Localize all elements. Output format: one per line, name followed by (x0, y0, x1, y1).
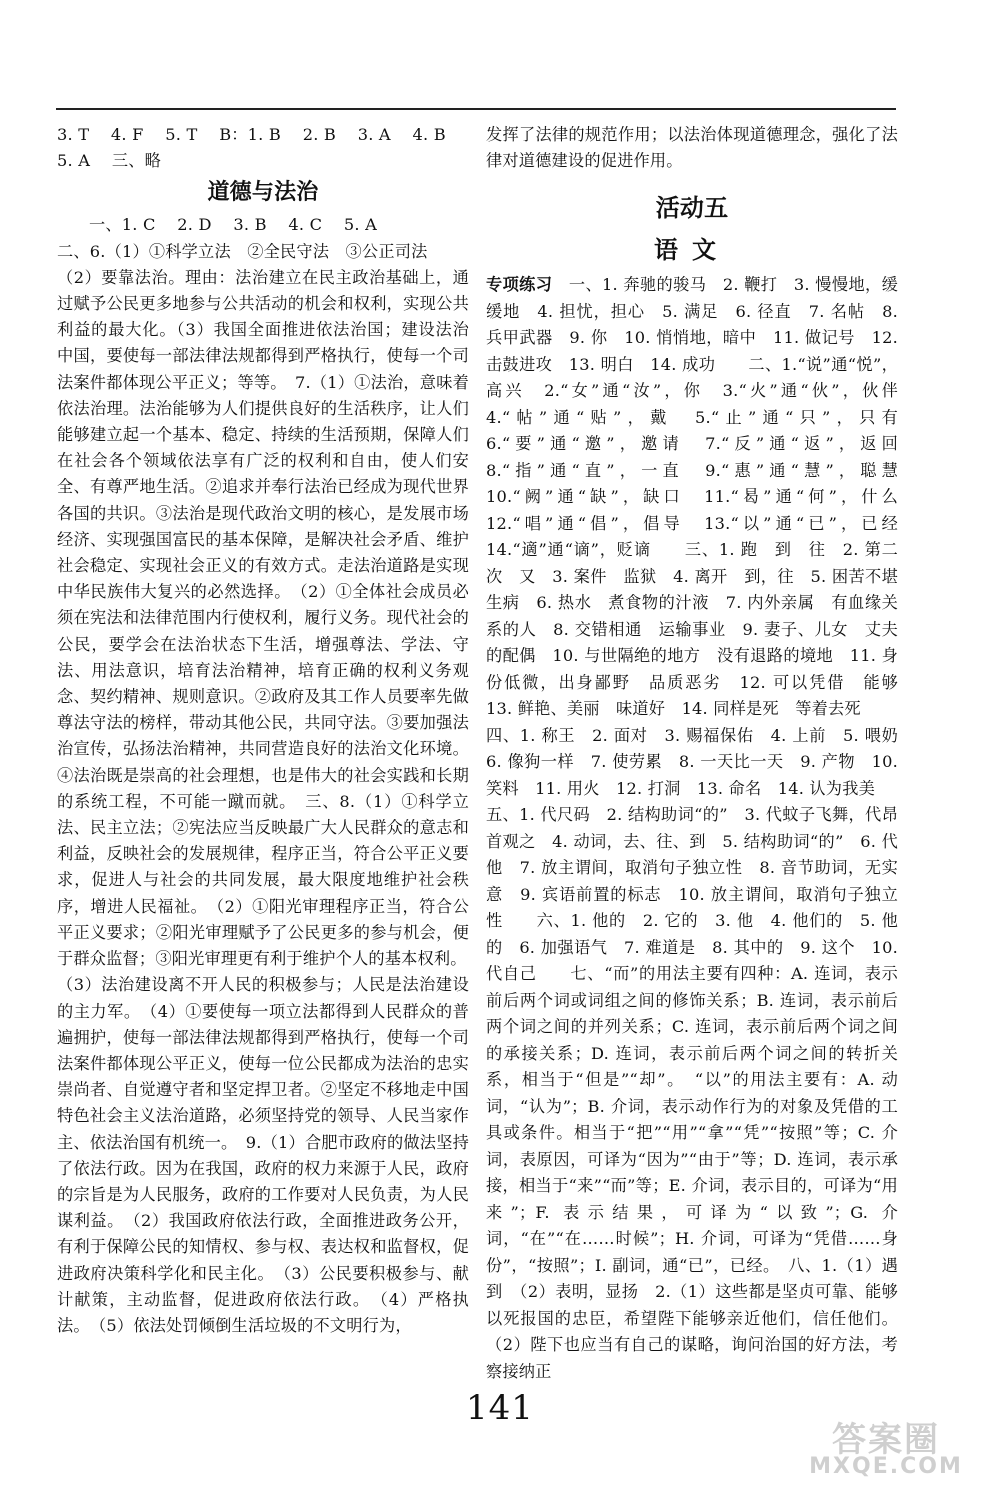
answer-block-2: 二、6.（1）①科学立法 ②全民守法 ③公正司法 (57, 241, 428, 261)
answer-block-4: （3）法治建设离不开人民的积极参与；人民是法治建设的主力军。 （4）①要使每一项立法都得到人民群众的普遍拥护，使每一部法律法规都得到严格执行，使每一个司法案件都体现公平正义，使每一位公民都成为法治的忠实崇尚者、自觉遵守者和坚定捍卫者。②坚定不移地走中国特色社会主义法治道路，必须坚持党的领导、人民当家作主、依法治国有机统一。 9.（1）合肥市政府的做法坚持了依法行政。因为在我国，政府的权力来源于人民，政府的宗旨是为人民服务，政府的工作要对人民负责，为人民谋利益。 （2）我国政府依法行政，全面推进政务公开，有利于保障公民的知情权、参与权、表达权和监督权，促进政府决策科学化和民主化。 （3）公民要积极参与、献计献策，主动监督，促进政府依法行政。 （4）严格执法。 （5）依法处罚倾倒生活垃圾的不文明行为， (57, 975, 469, 1335)
answer-block-1: 一、1. C 2. D 3. B 4. C 5. A (89, 215, 377, 235)
activity-title: 活动五 (655, 193, 729, 223)
left-column (57, 122, 469, 1339)
watermark-logo (796, 1412, 976, 1484)
header-rule (56, 108, 896, 110)
chinese-answers-1-text: 一、1. 奔驰的骏马 2. 鞭打 3. 慢慢地，缓缓地 4. 担忧，担心 5. 满足 6. 径直 7. 名帖 8. 兵甲武器 9. 你 10. 悄悄地，暗中 11. 做记号 12. 击鼓进攻 13. 明白 14. 成功 二、1.“说”通“悦”，高兴 2.“女”通“汝”，你 3.“火”通“伙”，伙伴 4.“帖”通“贴”，戴 5.“止”通“只”，只有 6.“要”通“邀”，邀请 7.“反”通“返”，返回 8.“指”通“直”，一直 9.“惠”通“慧”，聪慧 10.“阙”通“缺”，缺口 11.“曷”通“何”，什么 12.“唱”通“倡”，倡导 13.“以”通“已”，已经 14.“適”通“谪”，贬谪 三、1. 跑 到 往 2. 第二次 又 3. 案件 监狱 4. 离开 到，往 5. 困苦不堪 生病 6. 热水 煮食物的汁液 7. 内外亲属 有血缘关系的人 8. 交错相通 运输事业 9. 妻子、儿女 丈夫的配偶 10. 与世隔绝的地方 没有退路的境地 11. 身份低微，出身鄙野 品质恶劣 12. 可以凭借 能够 13. 鲜艳、美丽 味道好 14. 同样是死 等着去死 (486, 275, 915, 719)
section-title-moral-law: 道德与法治 (207, 179, 319, 206)
intro-line-2: 5. A 三、略 (57, 151, 161, 171)
chinese-answers-2: 四、1. 称王 2. 面对 3. 赐福保佑 4. 上前 5. 喂奶 6. 像狗一样 7. 使劳累 8. 一天比一天 9. 产物 10. 笑料 11. 用火 12. 打洞 13. 命名 14. 认为我美 (486, 725, 915, 798)
chinese-answers-3: 五、1. 代尺码 2. 结构助词“的” 3. 代蚊子飞舞，代昂首观之 4. 动词，去、往、到 5. 结构助词“的” 6. 代他 7. 放主谓间，取消句子独立性 8. 音节助词，无实意 9. 宾语前置的标志 10. 放主谓间，取消句子独立性 六、1. 他的 2. 它的 3. 他 4. 他们的 5. 他的 6. 加强语气 7. 难道是 8. 其中的 9. 这个 10. 代自己 七、“而”的用法主要有四种：A. 连词，表示前后两个词或词组之间的修饰关系；B. 连词，表示前后两个词之间的并列关系；C. 连词，表示前后两个词之间的承接关系；D. 连词，表示前后两个词之间的转折关系，相当于“但是”“却”。 “以”的用法主要有：A. 动词，“认为”；B. 介词，表示动作行为的对象及凭借的工具或条件。相当于“把”“用”“拿”“凭”“按照”等；C. 介词，表原因，可译为“因为”“由于”等；D. 连词，表示承接，相当于“来”“而”等；E. 介词，表示目的，可译为“用来”；F. 表示结果，可译为“以致”；G. 介词，“在”“在……时候”；H. 介词，可译为“凭借……身份”，“按照”；I. 副词，通“已”，已经。 八、1.（1）遇到 （2）表明，显扬 2.（1）这些都是坚贞可靠、能够以死报国的忠臣，希望陛下能够亲近他们，信任他们。（2）陛下也应当有自己的谋略，询问治国的好方法，考察接纳正 (486, 805, 898, 1381)
watermark-bottom-text: MXQE.COM (809, 1454, 963, 1479)
answer-block-3: （2）要靠法治。理由：法治建立在民主政治基础上，通过赋予公民更多地参与公共活动的机会和权利，实现公共利益的最大化。（3）我国全面推进依法治国；建设法治中国，要使每一部法律法规都得到严格执行，使每一个司法案件都体现公平正义；等等。 7.（1）①法治，意味着依法治理。法治能够为人们提供良好的生活秩序，让人们能够建立起一个基本、稳定、持续的生活预期，保障人们在社会各个领域依法享有广泛的权利和自由，使人们安全、有尊严地生活。②追求并奉行法治已经成为现代世界各国的共识。③法治是现代政治文明的核心，是发展市场经济、实现强国富民的基本保障，是解决社会矛盾、维护社会稳定、实现社会正义的有效方式。走法治道路是实现中华民族伟大复兴的必然选择。 （2）①全体社会成员必须在宪法和法律范围内行使权利，履行义务。现代社会的公民，要学会在法治状态下生活，增强尊法、学法、守法、用法意识，培育法治精神，培育正确的权利义务观念、契约精神、规则意识。②政府及其工作人员要率先做尊法守法的榜样，带动其他公民，共同守法。③要加强法治宣传，弘扬法治精神，共同营造良好的法治文化环境。④法治既是崇高的社会理想，也是伟大的社会实践和长期的系统工程，不可能一蹴而就。 三、8.（1）①科学立法、民主立法；②宪法应当反映最广大人民群众的意志和利益，反映社会的发展规律，程序正当，符合公平正义要求，促进人与社会的共同发展，最大限度地维护社会秩序，增进人民福祉。 （2）①阳光审理程序正当，符合公平正义要求；②阳光审理赋予了公民更多的参与机会，便于群众监督；③阳光审理更有利于维护个人的基本权利。 (57, 267, 469, 969)
watermark-top-text: 答案圈 (832, 1420, 940, 1460)
intro-line-1: 3. T 4. F 5. T B：1. B 2. B 3. A 4. B (57, 125, 446, 144)
right-column (486, 122, 915, 1385)
page-number: 141 (466, 1388, 534, 1428)
subject-title-chinese: 语文 (654, 235, 730, 265)
answer-continuation: 发挥了法律的规范作用；以法治体现道德理念，强化了法律对道德建设的促进作用。 (486, 125, 898, 171)
chinese-answers-1 (486, 272, 915, 723)
practice-label: 专项练习 (486, 275, 553, 295)
